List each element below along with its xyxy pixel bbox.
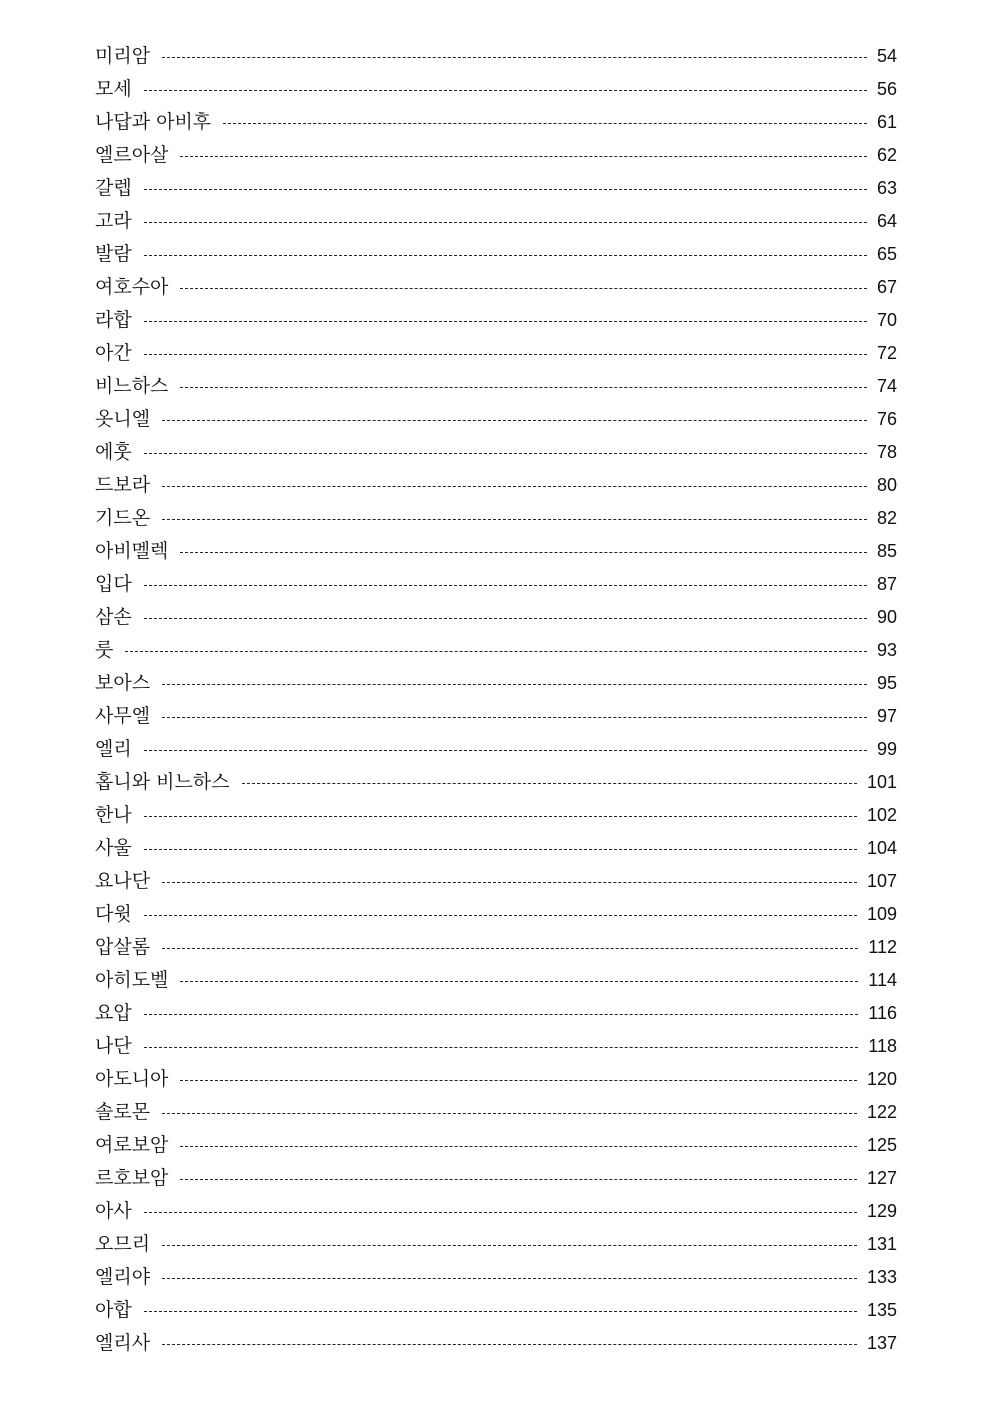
toc-entry-page-number: 90 (876, 607, 897, 627)
toc-entry-title: 미리암 (95, 45, 151, 67)
toc-entry-page-number: 70 (876, 310, 897, 330)
toc-entry-dot-leader (162, 57, 867, 58)
toc-entry (95, 271, 897, 304)
toc-entry-dot-leader (180, 1146, 857, 1147)
toc-entry (95, 304, 897, 337)
toc-entry-page-number: 131 (866, 1234, 897, 1254)
toc-entry-title: 기드온 (95, 507, 151, 529)
toc-entry-dot-leader (162, 1278, 857, 1279)
toc-entry-dot-leader (162, 519, 867, 520)
toc-entry-page-number: 67 (876, 277, 897, 297)
toc-entry-title: 엘리사 (95, 1332, 151, 1354)
toc-entry-dot-leader (144, 750, 867, 751)
toc-entry (95, 898, 897, 931)
toc-entry-dot-leader (223, 123, 867, 124)
toc-entry-page-number: 133 (866, 1267, 897, 1287)
toc-entry-page-number: 114 (868, 970, 897, 990)
toc-entry-page-number: 109 (866, 904, 897, 924)
toc-entry (95, 436, 897, 469)
toc-entry-dot-leader (162, 486, 867, 487)
toc-entry (95, 1129, 897, 1162)
toc-entry-page-number: 93 (876, 640, 897, 660)
toc-entry-page-number: 101 (866, 772, 897, 792)
toc-entry (95, 667, 897, 700)
toc-entry (95, 73, 897, 106)
toc-entry-dot-leader (162, 882, 857, 883)
toc-entry (95, 1195, 897, 1228)
toc-entry-page-number: 82 (876, 508, 897, 528)
toc-entry-page-number: 112 (868, 937, 897, 957)
toc-entry-dot-leader (162, 1344, 857, 1345)
toc-entry (95, 238, 897, 271)
toc-entry-title: 입다 (95, 573, 132, 595)
toc-entry-dot-leader (125, 651, 867, 652)
toc-entry-title: 오므리 (95, 1233, 151, 1255)
toc-entry (95, 1327, 897, 1360)
toc-entry-dot-leader (162, 420, 867, 421)
toc-entry-page-number: 76 (876, 409, 897, 429)
toc-entry-title: 아비멜렉 (95, 540, 169, 562)
toc-entry-title: 사무엘 (95, 705, 151, 727)
toc-entry-dot-leader (144, 1212, 857, 1213)
toc-entry-title: 다윗 (95, 903, 132, 925)
toc-entry (95, 502, 897, 535)
toc-entry-title: 비느하스 (95, 375, 169, 397)
toc-entry-dot-leader (144, 189, 867, 190)
toc-entry-title: 압살롬 (95, 936, 151, 958)
toc-entry-dot-leader (144, 453, 867, 454)
toc-entry-page-number: 74 (876, 376, 897, 396)
toc-entry-title: 보아스 (95, 672, 151, 694)
toc-entry (95, 40, 897, 73)
toc-entry-dot-leader (144, 354, 867, 355)
toc-entry-page-number: 85 (876, 541, 897, 561)
toc-entry-page-number: 107 (866, 871, 897, 891)
toc-entry-title: 고라 (95, 210, 132, 232)
toc-entry-page-number: 118 (868, 1036, 897, 1056)
toc-entry-title: 엘리야 (95, 1266, 151, 1288)
toc-entry (95, 601, 897, 634)
toc-entry-page-number: 122 (866, 1102, 897, 1122)
toc-entry (95, 1030, 897, 1063)
toc-entry-title: 갈렙 (95, 177, 132, 199)
toc-entry-dot-leader (144, 816, 857, 817)
toc-entry-dot-leader (162, 1245, 857, 1246)
toc-entry-title: 라합 (95, 309, 132, 331)
toc-entry-title: 아합 (95, 1299, 132, 1321)
toc-entry (95, 1063, 897, 1096)
toc-entry-page-number: 65 (876, 244, 897, 264)
toc-entry (95, 865, 897, 898)
toc-entry-page-number: 64 (876, 211, 897, 231)
toc-entry-title: 르호보암 (95, 1167, 169, 1189)
toc-entry-title: 옷니엘 (95, 408, 151, 430)
toc-entry-dot-leader (180, 1179, 857, 1180)
toc-entry-page-number: 72 (876, 343, 897, 363)
toc-entry-page-number: 78 (876, 442, 897, 462)
toc-entry-title: 아간 (95, 342, 132, 364)
toc-entry (95, 535, 897, 568)
toc-entry (95, 469, 897, 502)
toc-entry-page-number: 120 (866, 1069, 897, 1089)
toc-entry (95, 1261, 897, 1294)
toc-entry-dot-leader (144, 1047, 859, 1048)
toc-entry-dot-leader (144, 585, 867, 586)
toc-entry (95, 700, 897, 733)
toc-entry-page-number: 116 (868, 1003, 897, 1023)
toc-entry-dot-leader (162, 717, 867, 718)
toc-entry-page-number: 104 (866, 838, 897, 858)
toc-entry-title: 나단 (95, 1035, 132, 1057)
toc-entry-dot-leader (144, 1014, 859, 1015)
toc-entry-title: 솔로몬 (95, 1101, 151, 1123)
toc-entry-dot-leader (144, 915, 857, 916)
toc-entry-dot-leader (144, 321, 867, 322)
toc-entry-title: 여호수아 (95, 276, 169, 298)
toc-entry-title: 에훗 (95, 441, 132, 463)
toc-entry (95, 799, 897, 832)
toc-entry (95, 1096, 897, 1129)
toc-entry-dot-leader (180, 288, 867, 289)
toc-entry (95, 997, 897, 1030)
toc-entry-page-number: 63 (876, 178, 897, 198)
toc-entry-title: 엘리 (95, 738, 132, 760)
toc-entry (95, 205, 897, 238)
toc-entry (95, 931, 897, 964)
toc-entry-title: 모세 (95, 78, 132, 100)
toc-entry-page-number: 80 (876, 475, 897, 495)
toc-entry (95, 733, 897, 766)
toc-entry (95, 964, 897, 997)
toc-entry (95, 139, 897, 172)
toc-entry-dot-leader (144, 90, 867, 91)
toc-entry-title: 요나단 (95, 870, 151, 892)
toc-entry (95, 1162, 897, 1195)
toc-entry-page-number: 102 (866, 805, 897, 825)
toc-entry-dot-leader (144, 1311, 857, 1312)
toc-entry-dot-leader (162, 684, 867, 685)
toc-entry (95, 403, 897, 436)
toc-entry-dot-leader (144, 222, 867, 223)
toc-entry-title: 나답과 아비후 (95, 111, 212, 133)
toc-entry (95, 634, 897, 667)
toc-entry-page-number: 127 (866, 1168, 897, 1188)
toc-entry-page-number: 99 (876, 739, 897, 759)
toc-entry-dot-leader (180, 387, 867, 388)
toc-entry (95, 172, 897, 205)
toc-entry-page-number: 125 (866, 1135, 897, 1155)
toc-entry-page-number: 54 (876, 46, 897, 66)
toc-entry (95, 832, 897, 865)
toc-entry-dot-leader (180, 156, 867, 157)
toc-entry-dot-leader (180, 981, 858, 982)
toc-entry-title: 한나 (95, 804, 132, 826)
toc-entry-title: 아사 (95, 1200, 132, 1222)
table-of-contents (95, 40, 897, 1360)
toc-entry-page-number: 61 (876, 112, 897, 132)
toc-entry-title: 아히도벨 (95, 969, 169, 991)
toc-entry-dot-leader (180, 1080, 857, 1081)
toc-entry-title: 아도니아 (95, 1068, 169, 1090)
toc-entry-dot-leader (144, 849, 857, 850)
toc-entry-page-number: 56 (876, 79, 897, 99)
toc-entry (95, 370, 897, 403)
toc-entry (95, 337, 897, 370)
toc-entry-page-number: 97 (876, 706, 897, 726)
toc-entry-page-number: 87 (876, 574, 897, 594)
toc-entry-page-number: 95 (876, 673, 897, 693)
toc-entry-title: 사울 (95, 837, 132, 859)
toc-entry-title: 여로보암 (95, 1134, 169, 1156)
toc-entry-title: 발람 (95, 243, 132, 265)
toc-entry-dot-leader (162, 1113, 857, 1114)
toc-entry (95, 568, 897, 601)
toc-entry-title: 엘르아살 (95, 144, 169, 166)
toc-entry-dot-leader (144, 618, 867, 619)
toc-entry-page-number: 129 (866, 1201, 897, 1221)
toc-entry-title: 삼손 (95, 606, 132, 628)
toc-entry-dot-leader (162, 948, 858, 949)
toc-entry-dot-leader (180, 552, 867, 553)
toc-entry-title: 룻 (95, 639, 114, 661)
toc-entry-title: 드보라 (95, 474, 151, 496)
toc-entry-page-number: 137 (866, 1333, 897, 1353)
toc-entry-title: 홉니와 비느하스 (95, 771, 230, 793)
toc-entry-title: 요압 (95, 1002, 132, 1024)
toc-entry-dot-leader (242, 783, 857, 784)
toc-entry-page-number: 135 (866, 1300, 897, 1320)
toc-entry-dot-leader (144, 255, 867, 256)
toc-entry (95, 1228, 897, 1261)
toc-entry (95, 1294, 897, 1327)
toc-entry-page-number: 62 (876, 145, 897, 165)
toc-entry (95, 106, 897, 139)
toc-entry (95, 766, 897, 799)
